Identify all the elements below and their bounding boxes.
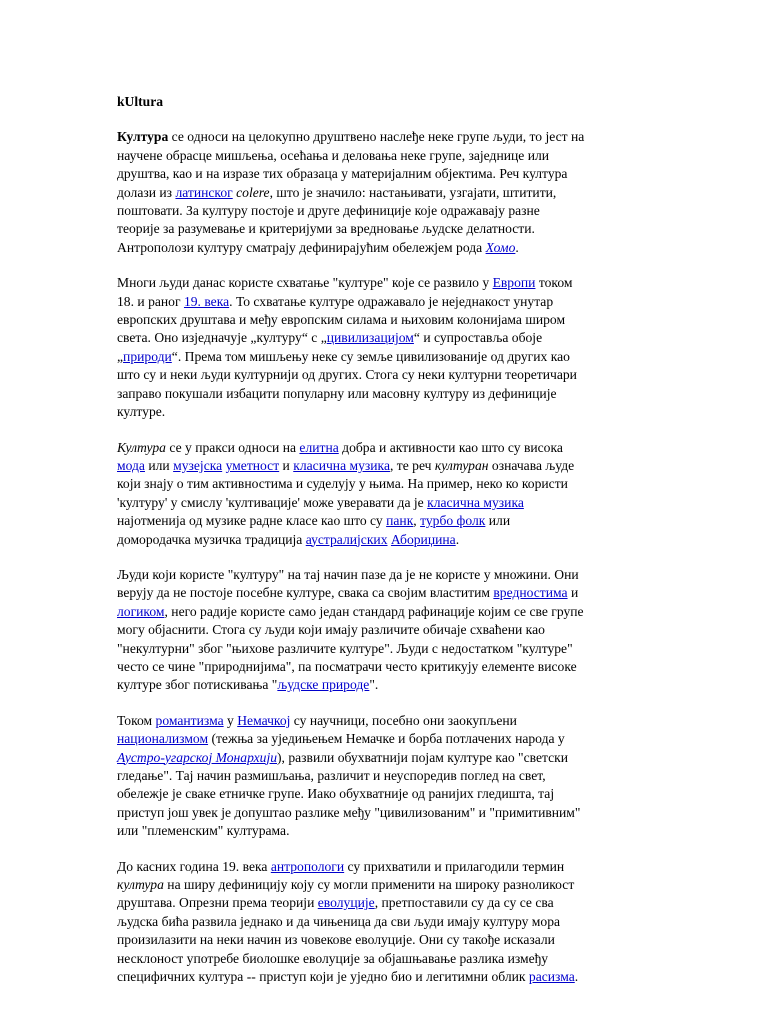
paragraph-6 xyxy=(117,858,662,987)
p1-line-7: Антрополози културу сматрају дефинирајућим обележјем рода Хомо. xyxy=(117,239,519,255)
p1-line-4: долази из латинског colere, што је значило: настањивати, узгајати, штитити, xyxy=(117,184,557,200)
p4-line-7: културе због потискивања "људске природе". xyxy=(117,677,379,693)
p6-line-7: специфичних култура -- приступ који је уједно био и легитимни облик расизма. xyxy=(117,969,579,985)
p1-line-5: поштовати. За културу постоје и друге дефиниције које одражавају разне xyxy=(117,203,540,219)
p2-line-8: културе. xyxy=(117,404,166,420)
link-klasicna-muzika-2[interactable]: класична музика xyxy=(427,494,524,510)
p6-line-5: произилазити на неки начин из човекове еволуције. Они су такође исказали xyxy=(117,932,555,948)
p2-line-1: Многи људи данас користе схватање "културе" које се развило у Европи током xyxy=(117,275,573,291)
link-vrednostima[interactable]: вредностима xyxy=(493,585,568,601)
p5-line-3: Аустро-угарској Монархији), развили обухватнији појам културе као "светски xyxy=(117,749,569,765)
p1-line-6: теорије за разумевање и критеријуми за вредновање људске делатности. xyxy=(117,221,535,237)
link-nemackoj[interactable]: Немачкој xyxy=(237,712,291,728)
link-australijskih[interactable]: аустралијских xyxy=(305,531,388,547)
link-homo[interactable]: Хомо xyxy=(485,239,516,255)
paragraph-3 xyxy=(117,439,662,549)
link-muzejska[interactable]: музејска xyxy=(173,457,223,473)
p4-line-2: верују да не постоје посебне културе, свака са својим властитим вредностима и xyxy=(117,585,579,601)
link-rasizma[interactable]: расизма xyxy=(528,969,575,985)
p6-line-3: друштава. Опрезни према теорији еволуције, претпоставили су да су се сва xyxy=(117,895,554,911)
p6-line-6: несклоност употребе биолошке еволуције за објашњавање разлика између xyxy=(117,950,549,966)
p3-line-6: домородачка музичка традиција аустралијских Абориџина. xyxy=(117,531,460,547)
term-colere: colere xyxy=(236,184,270,200)
p2-line-5: „природи“. Према том мишљењу неке су земље цивилизованије од других као xyxy=(117,348,570,364)
p5-line-4: гледање". Тај начин размишљања, различит и неуспоредив поглед на свет, xyxy=(117,768,546,783)
p5-line-7: или "племенским" културама. xyxy=(117,823,290,839)
p2-line-6: што су и неки људи културнији од других. Стога су неки културни теоретичари xyxy=(117,367,577,383)
link-antropologi[interactable]: антропологи xyxy=(270,858,345,874)
p1-line-2: научене обрасце мишљења, осећања и деловања неке групе, заједнице или xyxy=(117,147,550,163)
p2-line-4: света. Оно изједначује „културу“ с „цивилизацијом“ и супроставља обоје xyxy=(117,330,543,346)
p3-line-5: најотменија од музике радне класе као што су панк, турбо фолк или xyxy=(117,513,511,529)
link-klasicna-muzika[interactable]: класична музика xyxy=(293,457,390,473)
link-umetnost[interactable]: уметност xyxy=(225,457,280,473)
p6-line-1: До касних година 19. века антропологи су прихватили и прилагодили термин xyxy=(117,858,565,874)
link-aboridzina[interactable]: Абориџина xyxy=(390,531,456,547)
link-19-veka[interactable]: 19. века xyxy=(183,293,230,309)
p5-line-5: обележје је сваке етничке групе. Иако обухватније од ранијих гледишта, тај xyxy=(117,786,555,802)
paragraph-1 xyxy=(117,128,662,257)
p4-line-1: Људи који користе "културу" на тај начин пазе да је не користе у множини. Они xyxy=(117,566,579,582)
p5-line-2: национализмом (тежња за уједињењем Немачке и борба потлачених народа у xyxy=(117,731,565,747)
link-civilizacijom[interactable]: цивилизацијом xyxy=(326,330,414,346)
link-romantizma[interactable]: романтизма xyxy=(155,712,224,728)
link-latinskog[interactable]: латинског xyxy=(175,184,233,200)
term-kultura-bold: Култура xyxy=(117,129,169,145)
p4-line-3: логиком, него радије користе само један стандард рафинације којим се све групе xyxy=(117,603,584,619)
document-title: kUltura xyxy=(117,94,164,109)
paragraph-4 xyxy=(117,566,662,695)
p5-line-1: Током романтизма у Немачкој су научници, посебно они заокупљени xyxy=(117,712,517,728)
p2-line-7: заправо покушали избацити популарну или масовну културу из дефиниције xyxy=(117,385,557,401)
link-moda[interactable]: мода xyxy=(117,457,145,473)
link-nacionalizmom[interactable]: национализмом xyxy=(117,731,209,747)
p6-line-4: људска бића развила једнако и да чињеница да сви људи имају културу мора xyxy=(117,913,561,929)
term-kultura-italic: Култура xyxy=(117,439,166,455)
link-austro-ugarskoj-monarhiji[interactable]: Аустро-угарској Монархији xyxy=(117,749,278,765)
link-pank[interactable]: панк xyxy=(386,513,414,529)
p2-line-3: европских друштава и међу европским силама и њиховим колонијама широм xyxy=(117,312,566,328)
link-ljudske-prirode[interactable]: људске природе xyxy=(277,677,370,693)
document-page xyxy=(117,93,662,1003)
p6-line-2: култура на ширу дефиницију коју су могли применити на широку разноликост xyxy=(117,877,575,893)
link-evolucije[interactable]: еволуције xyxy=(317,895,375,911)
p3-line-2: мода или музејска уметност и класична музика, те реч културан означава људе xyxy=(117,457,575,473)
p4-line-6: често се чине "природнијима", па посматрачи често критикују елементе високе xyxy=(117,658,577,674)
p5-line-6: приступ још увек је допуштао разлике међу "цивилизованим" и "примитивним" xyxy=(117,804,581,820)
link-logikom[interactable]: логиком xyxy=(117,603,165,619)
p3-line-4: 'културу' у смислу 'култивације' може уверавати да је класична музика xyxy=(117,494,524,510)
p3-line-3: који знају о тим активностима и суделују у њима. На пример, неко ко користи xyxy=(117,476,568,492)
paragraph-2 xyxy=(117,274,662,421)
p4-line-5: "некултурни" због "њихове различите културе". Људи с недостатком "културе" xyxy=(117,640,573,656)
p1-line-3: друштва, као и на изразе тих образаца у материјалним објектима. Реч култура xyxy=(117,166,568,182)
term-kultura-italic-2: култура xyxy=(117,877,164,893)
link-elitna[interactable]: елитна xyxy=(299,439,339,455)
p2-line-2: 18. и раног 19. века. То схватање културе одражавало је неједнакост унутар xyxy=(117,293,554,309)
p4-line-4: могу објаснити. Стога су људи који имају различите обичаје схваћени као xyxy=(117,622,545,638)
p3-line-1: Култура се у пракси односи на елитна добра и активности као што су висока xyxy=(117,439,563,455)
link-turbo-folk[interactable]: турбо фолк xyxy=(420,513,486,529)
p1-line-1: Култура се односи на целокупно друштвено наслеђе неке групе људи, то јест на xyxy=(117,129,585,145)
link-prirodi[interactable]: природи xyxy=(123,348,172,364)
paragraph-5 xyxy=(117,712,662,841)
link-evropi[interactable]: Европи xyxy=(492,275,536,291)
term-kulturan: културан xyxy=(434,457,489,473)
